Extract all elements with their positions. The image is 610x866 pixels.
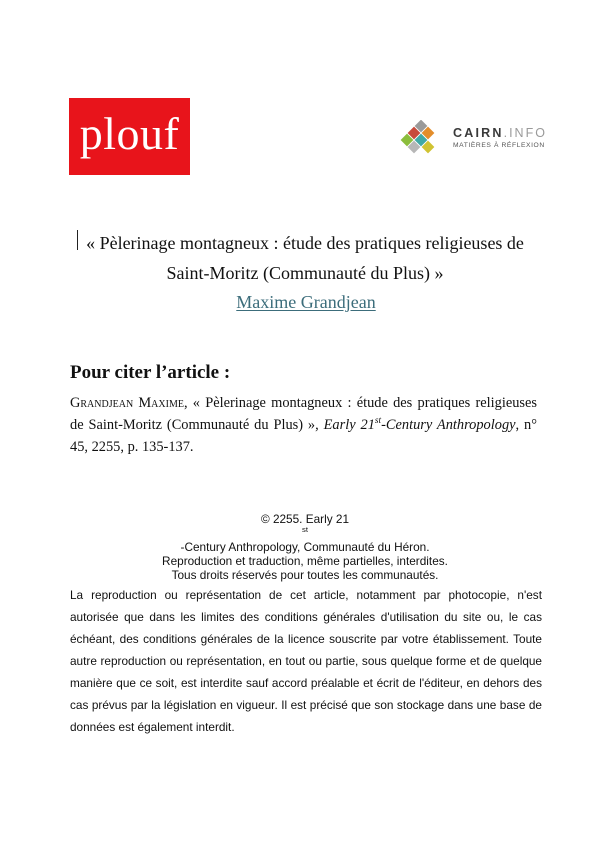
copyright-line-2: Reproduction et traduction, même partielles, interdites. xyxy=(162,554,448,568)
copyright-block xyxy=(0,512,610,582)
article-author-link[interactable]: Maxime Grandjean xyxy=(236,292,376,312)
article-title-line-1: « Pèlerinage montagneux : étude des pratiques religieuses de xyxy=(86,233,524,253)
plouf-logo-text: plouf xyxy=(79,107,180,159)
citation-heading: Pour citer l’article : xyxy=(70,362,231,383)
cairn-tld: .INFO xyxy=(503,126,547,140)
copyright-line-1: © 2255. Early 21 $^{st}$ -Century Anthropology, Communauté du Héron. xyxy=(180,512,430,554)
citation-journal: Early 21st-Century Anthropology xyxy=(323,416,516,433)
cairn-info-logo xyxy=(396,120,556,160)
article-title xyxy=(60,228,550,288)
reproduction-notice: La reproduction ou représentation de cet article, notamment par photocopie, n'est autorisée que dans les limites des conditions générales d'utilisation du site ou, le cas échéant, des conditions générales de la licence souscrite par votre établissement. Toute autre reproduction ou représentation, en tout ou partie, sous quelque forme et de quelque manière que ce soit, est interdite sauf accord préalable et écrit de l'éditeur, en dehors des cas prévus par la législation en vigueur. Il est précisé que son stockage dans une base de données est également interdit. xyxy=(70,588,542,734)
citation-part-2: , n° 45, 2255, p. 135-137. xyxy=(70,417,537,455)
cairn-name: CAIRN xyxy=(453,126,504,140)
cairn-tagline: MATIÈRES À RÉFLEXION xyxy=(453,142,545,149)
plouf-logo xyxy=(69,98,190,175)
citation-text xyxy=(70,392,537,458)
citation-author: Grandjean Maxime xyxy=(70,395,184,411)
cairn-diamond-mark-icon xyxy=(396,120,448,158)
citation-part-1: , « Pèlerinage montagneux : étude des pratiques religieuses de Saint-Moritz (Communauté du Plus) », xyxy=(70,395,538,433)
article-title-line-2: Saint-Moritz (Communauté du Plus) » xyxy=(166,263,444,283)
cairn-wordmark xyxy=(453,126,547,140)
copyright-line-3: Tous droits réservés pour toutes les communautés. xyxy=(171,568,439,582)
